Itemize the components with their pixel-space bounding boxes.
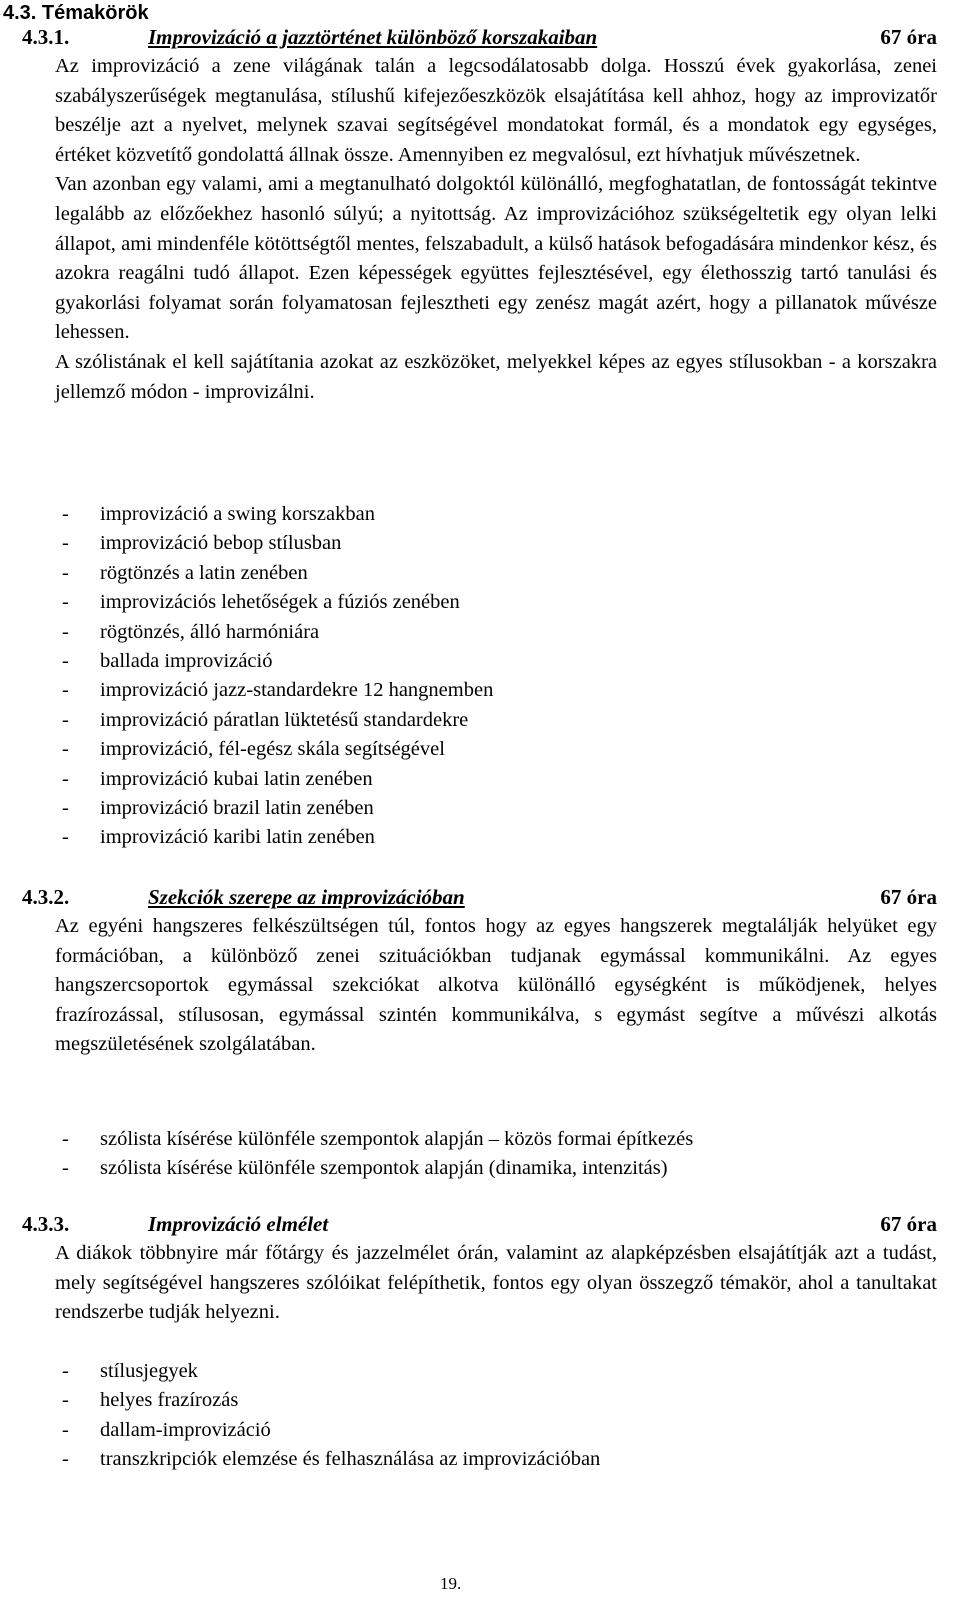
- list-item: - improvizáció karibi latin zenében: [55, 823, 935, 852]
- list-item: - improvizáció jazz-standardekre 12 hangnemben: [55, 676, 935, 705]
- dash-marker: -: [62, 591, 69, 614]
- dash-marker: -: [62, 1448, 69, 1471]
- paragraph: A szólistának el kell sajátítania azokat az eszközöket, melyekkel képes az egyes stílusokban - a korszakra jellemző módon - improvizálni.: [55, 350, 937, 403]
- dash-marker: -: [62, 1418, 69, 1441]
- list-item: - dallam-improvizáció: [55, 1416, 935, 1445]
- dash-marker: -: [62, 1360, 69, 1382]
- dash-marker: -: [62, 532, 69, 555]
- subsection-body-2: [55, 912, 937, 1060]
- subsection-body-1: [55, 52, 937, 407]
- dash-marker: -: [62, 767, 69, 790]
- list-item: - rögtönzés a latin zenében: [55, 559, 935, 588]
- list-item: - improvizáció, fél-egész skála segítségével: [55, 735, 935, 764]
- subsection-heading-2: [22, 882, 937, 912]
- list-item: - transzkripciók elemzése és felhasználása az improvizációban: [55, 1445, 935, 1474]
- paragraph: Az egyéni hangszeres felkészültségen túl, fontos hogy az egyes hangszerek megtalálják helyüket egy formációban, a különböző zenei szituációkban tudjanak egymással kommunikálni. Az egyes hangszercsoportok egymással szekciókat alkotva különálló egységként is működjenek, helyes frazírozással, stílusosan, egymással szintén kommunikálva, s egymást segítve a művészi alkotás megszületésének szolgálatában.: [55, 915, 937, 1056]
- paragraph: Az improvizáció a zene világának talán a legcsodálatosabb dolga. Hosszú évek gyakorlása, zenei szabályszerűségek megtanulása, stílushű kifejezőeszközök elsajátítása kell ahhoz, hogy az improvizatőr beszélje azt a nyelvet, melynek szavai segítségével mondatokat formál, és a mondatok egy egységes, értéket közvetítő gondolattá állnak össze. Amennyiben ez megvalósul, ezt hívhatjuk művészetnek.: [55, 55, 937, 166]
- list-item: - improvizáció a swing korszakban: [55, 500, 935, 529]
- dash-marker: -: [62, 1157, 69, 1180]
- dash-marker: -: [62, 708, 69, 731]
- section-title: 4.3. Témakörök: [3, 2, 149, 24]
- subsection-number: 4.3.3.: [22, 1212, 70, 1236]
- subsection-number: 4.3.1.: [22, 25, 70, 49]
- dash-marker: -: [62, 797, 69, 820]
- subsection-body-3: [55, 1239, 937, 1328]
- list-item: - stílusjegyek: [55, 1357, 935, 1386]
- list-item: - rögtönzés, álló harmóniára: [55, 618, 935, 647]
- dash-marker: -: [62, 1128, 69, 1150]
- list-item: - improvizáció páratlan lüktetésű standardekre: [55, 706, 935, 735]
- page-number: 19.: [440, 1574, 462, 1593]
- dash-marker: -: [62, 620, 69, 643]
- dash-marker: -: [62, 679, 69, 702]
- list-item: - improvizáció kubai latin zenében: [55, 765, 935, 794]
- dash-marker: -: [62, 1389, 69, 1412]
- topic-list-1: [55, 500, 935, 853]
- dash-marker: -: [62, 650, 69, 673]
- subsection-hours: 67 óra: [880, 885, 937, 909]
- list-item: - helyes frazírozás: [55, 1386, 935, 1415]
- list-item: - szólista kísérése különféle szempontok alapján (dinamika, intenzitás): [55, 1154, 935, 1183]
- subsection-heading-1: [22, 22, 937, 52]
- list-item: - szólista kísérése különféle szempontok alapján – közös formai építkezés: [55, 1125, 935, 1154]
- subsection-hours: 67 óra: [880, 1212, 937, 1236]
- dash-marker: -: [62, 503, 69, 525]
- paragraph: A diákok többnyire már főtárgy és jazzelmélet órán, valamint az alapképzésben elsajátítják azt a tudást, mely segítségével hangszeres szólóikat felépíthetik, fontos egy olyan összegző témakör, ahol a tanultakat rendszerbe tudják helyezni.: [55, 1242, 937, 1324]
- list-item: - improvizációs lehetőségek a fúziós zenében: [55, 588, 935, 617]
- paragraph: Van azonban egy valami, ami a megtanulható dolgoktól különálló, megfoghatatlan, de fontosságát tekintve legalább az előzőekhez hasonló súlyú; a nyitottság. Az improvizációhoz szükségeltetik egy olyan lelki állapot, ami mindenféle kötöttségtől mentes, felszabadult, a külső hatások befogadására mindenkor kész, és azokra reagálni tudó állapot. Ezen képességek együttes fejlesztésével, egy élethosszig tartó tanulási és gyakorlási folyamat során folyamatosan fejlesztheti egy zenész magát azért, hogy a pillanatok művésze lehessen.: [55, 173, 937, 344]
- subsection-title: Szekciók szerepe az improvizációban: [148, 885, 465, 909]
- subsection-number: 4.3.2.: [22, 885, 70, 909]
- dash-marker: -: [62, 738, 69, 761]
- topic-list-2: [55, 1125, 935, 1184]
- topic-list-3: [55, 1357, 935, 1475]
- subsection-title: Improvizáció elmélet: [148, 1212, 329, 1236]
- subsection-heading-3: [22, 1209, 937, 1239]
- subsection-title: Improvizáció a jazztörténet különböző korszakaiban: [148, 25, 598, 49]
- subsection-hours: 67 óra: [880, 25, 937, 49]
- list-item: - improvizáció bebop stílusban: [55, 529, 935, 558]
- dash-marker: -: [62, 826, 69, 849]
- list-item: - ballada improvizáció: [55, 647, 935, 676]
- dash-marker: -: [62, 561, 69, 584]
- list-item: - improvizáció brazil latin zenében: [55, 794, 935, 823]
